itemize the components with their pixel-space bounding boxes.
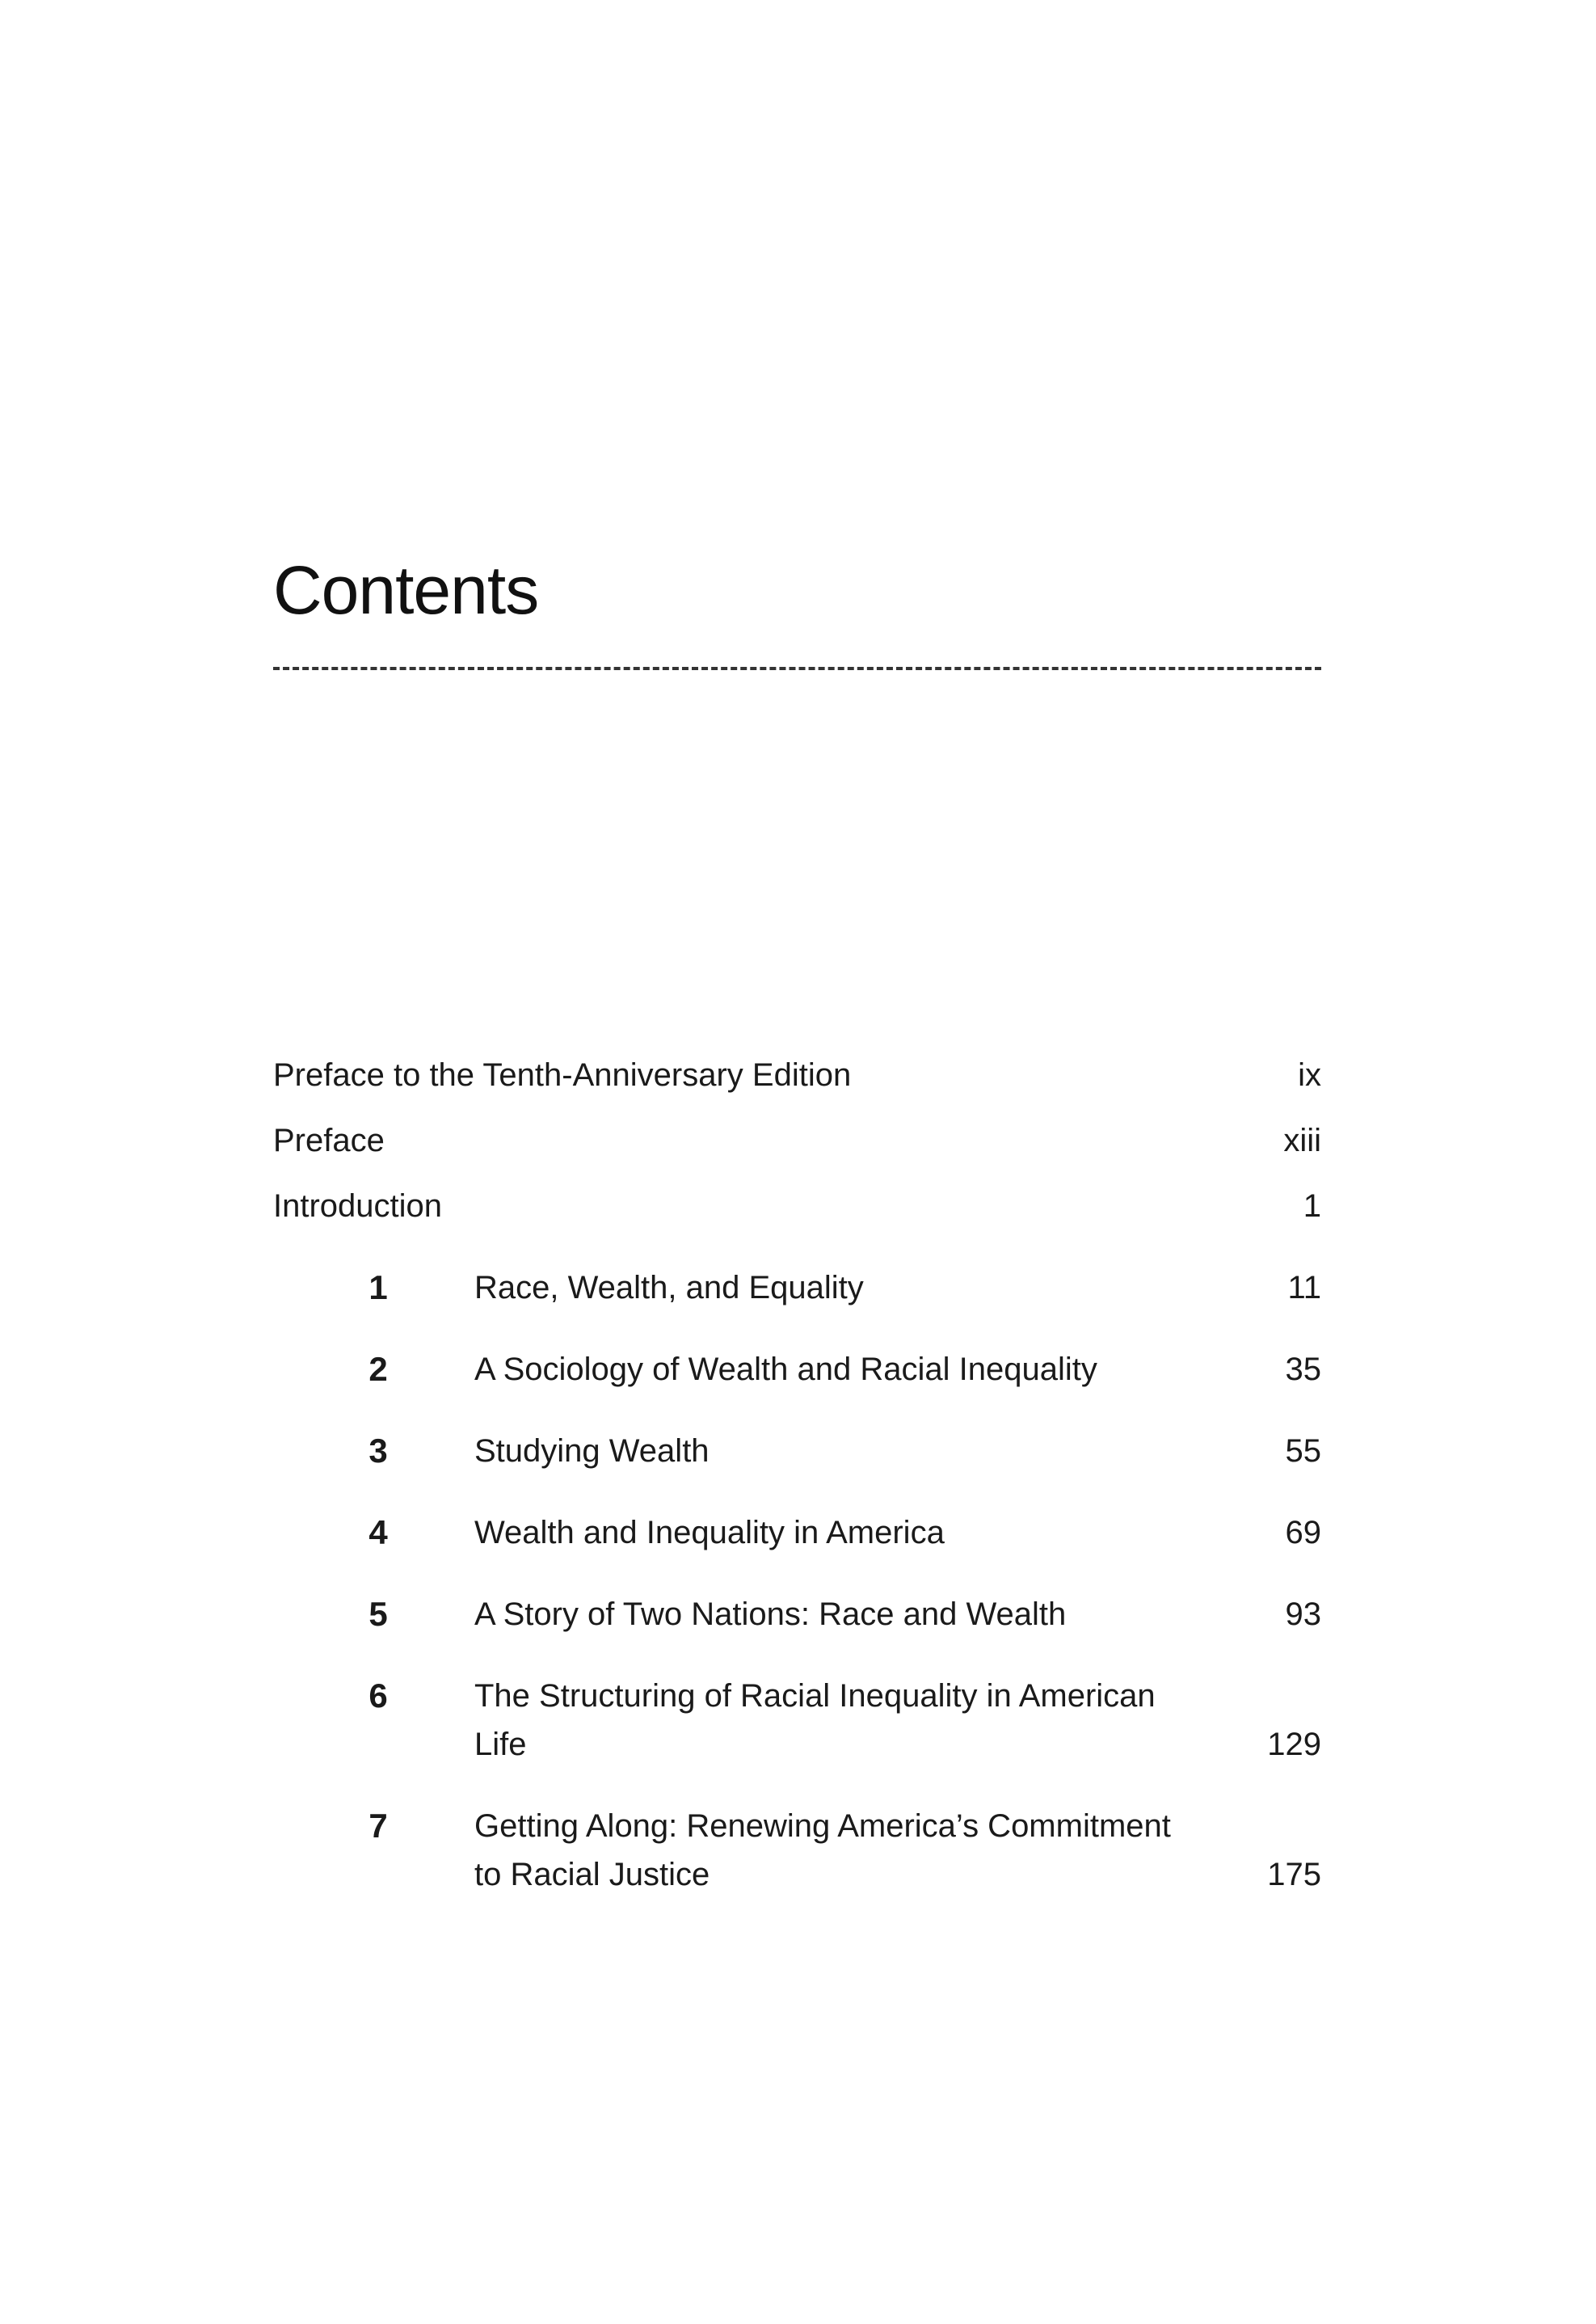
chapter-title: A Story of Two Nations: Race and Wealth	[474, 1596, 1067, 1632]
toc-entry-title: Preface to the Tenth-Anniversary Edition	[273, 1057, 852, 1093]
chapter-title: Studying Wealth	[474, 1433, 710, 1469]
chapter-page: 35	[1285, 1352, 1321, 1387]
chapter-number: 7	[368, 1807, 388, 1845]
toc-entry-title: Preface	[273, 1123, 385, 1158]
chapter-title: The Structuring of Racial Inequality in American Life	[474, 1678, 1156, 1762]
chapter-number: 1	[368, 1268, 388, 1306]
toc-chapter-7[interactable]	[273, 1802, 1321, 1899]
chapter-number: 2	[368, 1350, 388, 1388]
chapter-title: Race, Wealth, and Equality	[474, 1270, 864, 1305]
toc-chapter-6[interactable]	[273, 1672, 1321, 1769]
chapter-page: 69	[1285, 1515, 1321, 1550]
toc-entry-introduction[interactable]	[273, 1182, 1321, 1247]
chapter-number: 4	[368, 1513, 388, 1551]
toc-entry-page: ix	[1298, 1057, 1321, 1093]
chapter-list	[273, 1263, 1321, 1899]
chapter-title: A Sociology of Wealth and Racial Inequality	[474, 1352, 1097, 1387]
chapter-number: 6	[368, 1677, 388, 1715]
toc-chapter-3[interactable]	[273, 1427, 1321, 1475]
chapter-page: 55	[1285, 1433, 1321, 1469]
chapter-page: 93	[1285, 1596, 1321, 1632]
table-of-contents	[273, 1051, 1321, 1932]
toc-chapter-1[interactable]	[273, 1263, 1321, 1312]
chapter-title: Wealth and Inequality in America	[474, 1515, 945, 1550]
dashed-divider	[273, 667, 1321, 670]
toc-entry-page: 1	[1303, 1188, 1321, 1224]
toc-chapter-4[interactable]	[273, 1508, 1321, 1557]
chapter-page: 175	[1267, 1857, 1321, 1892]
toc-chapter-5[interactable]	[273, 1590, 1321, 1639]
toc-chapter-2[interactable]	[273, 1345, 1321, 1394]
toc-entry-preface[interactable]	[273, 1116, 1321, 1182]
toc-entry-page: xiii	[1283, 1123, 1321, 1158]
chapter-number: 3	[368, 1432, 388, 1470]
chapter-page: 11	[1287, 1270, 1321, 1305]
page-title: Contents	[273, 552, 539, 628]
chapter-page: 129	[1267, 1727, 1321, 1762]
toc-entry-preface-tenth-anniversary[interactable]	[273, 1051, 1321, 1116]
toc-entry-title: Introduction	[273, 1188, 443, 1224]
chapter-title: Getting Along: Renewing America’s Commitment to Racial Justice	[474, 1808, 1171, 1892]
chapter-number: 5	[368, 1595, 388, 1633]
